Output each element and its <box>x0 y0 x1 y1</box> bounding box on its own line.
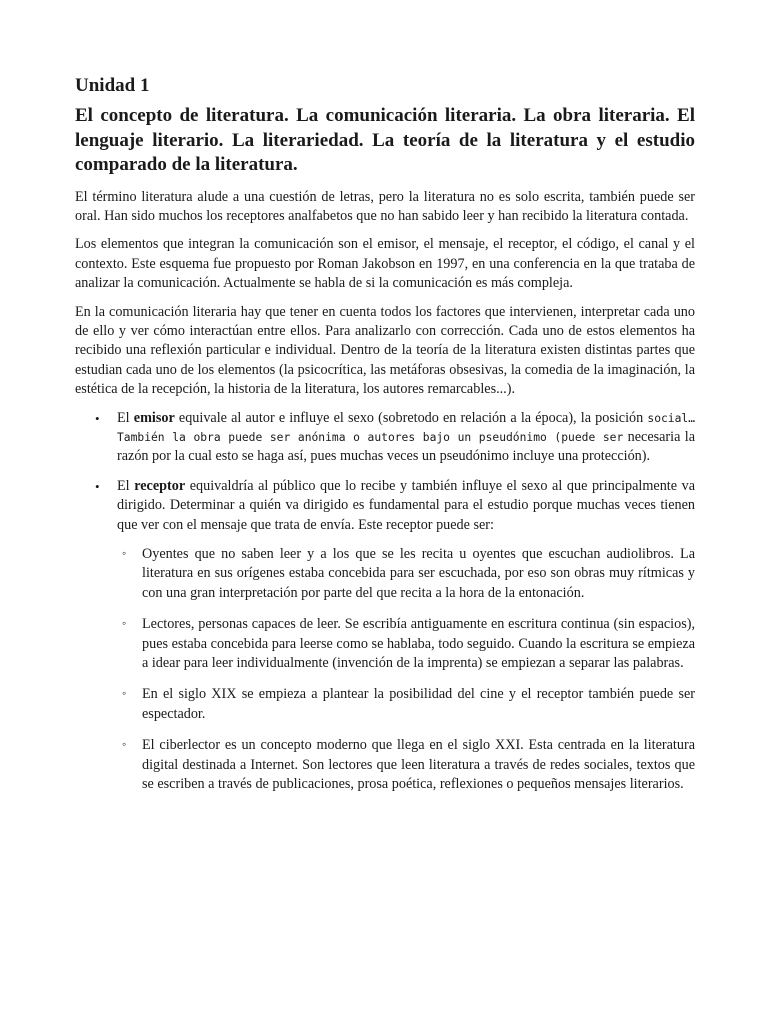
sub-bullet-icon: ◦ <box>122 616 127 631</box>
paragraph-literature-definition: El término literatura alude a una cuestión de letras, pero la literatura no es solo escrita, también puede ser oral. Han sido muchos los receptores analfabetos que no han sabido leer y han recibido la literatura contada. <box>75 188 695 224</box>
list-item-lectores <box>117 615 695 673</box>
emisor-term: emisor <box>133 409 175 426</box>
sub-bullet-icon: ◦ <box>122 737 127 752</box>
list-item-espectador <box>117 685 695 724</box>
emisor-prefix: El <box>117 409 134 426</box>
elements-list <box>75 409 695 795</box>
paragraph-literary-communication: En la comunicación literaria hay que tener en cuenta todos los factores que intervienen, interpretar cada uno de ello y ver cómo interactúan entre ellos. Para analizarlo con corrección. Cada uno de estos elementos ha recibido una reflexión particular e individual. Dentro de la teoría de la literatura existen distintas partes que estudian cada uno de los elementos (la psicocrítica, las metáforas obsesivas, la comedia de la imaginación, la estética de la recepción, la historia de la literatura, los autores remarcables...). <box>75 303 695 398</box>
receptor-type-text: El ciberlector es un concepto moderno que llega en el siglo XXI. Esta centrada en la literatura digital destinada a Internet. Son lectores que leen literatura a través de redes sociales, textos que se escriben a través de publicaciones, prosa poética, reflexiones o pequeños mensajes literarios. <box>142 737 695 793</box>
sub-bullet-icon: ◦ <box>122 546 127 560</box>
receptor-type-text: Lectores, personas capaces de leer. Se escribía antiguamente en escritura continua (sin espacios), pues estaba concebida para leerse como se hablaba, todo seguido. Cuando la escritura se empieza a idear para leer individualmente (invención de la imprenta) se empiezan a separar las palabras. <box>142 616 695 672</box>
sub-bullet-icon: ◦ <box>122 686 127 701</box>
bullet-icon: • <box>95 410 100 426</box>
emisor-text-1: equivale al autor e influye el sexo (sobretodo en relación a la época), la posición <box>174 409 648 426</box>
bullet-icon: • <box>95 478 100 494</box>
unit-heading: Unidad 1 <box>75 75 150 96</box>
receptor-text: equivaldría al público que lo recibe y también influye el sexo al que principalmente va dirigido. Determinar a quién va dirigido es fundamental para el estudio porque muchas veces tienen que ver con el mensaje que trata de envía. Este receptor puede ser: <box>117 477 695 533</box>
paragraph-communication-elements: Los elementos que integran la comunicación son el emisor, el mensaje, el receptor, el código, el canal y el contexto. Este esquema fue propuesto por Roman Jakobson en 1997, en una conferencia en la que trataba de analizar la comunicación. Actualmente se habla de si la comunicación es más compleja. <box>75 236 695 292</box>
list-item-emisor <box>75 409 695 467</box>
emisor-text-2: necesaria la razón por la cual esto se haga así, pues muchas veces un pseudónimo incluye una protección). <box>117 428 695 465</box>
receptor-prefix: El <box>117 477 135 494</box>
list-item-ciberlector <box>117 736 695 794</box>
page-title: El concepto de literatura. La comunicación literaria. La obra literaria. El lenguaje literario. La literariedad. La teoría de la literatura y el estudio comparado de la literatura. <box>75 105 695 175</box>
list-item-oyentes <box>117 545 695 603</box>
emisor-mono-text: social… También la obra puede ser anónima o autores bajo un pseudónimo (puede ser <box>117 411 695 444</box>
receptor-term: receptor <box>134 477 186 494</box>
receptor-type-text: En el siglo XIX se empieza a plantear la posibilidad del cine y el receptor también puede ser espectador. <box>142 686 695 722</box>
list-item-receptor <box>75 477 695 795</box>
receptor-types-list <box>117 545 695 794</box>
receptor-type-text: Oyentes que no saben leer y a los que se les recita u oyentes que escuchan audiolibros. La literatura en sus orígenes estaba concebida para ser escuchada, por eso son obras muy rítmicas y con una gran interpretación por parte del que recita a la hora de la entonación. <box>142 546 695 601</box>
